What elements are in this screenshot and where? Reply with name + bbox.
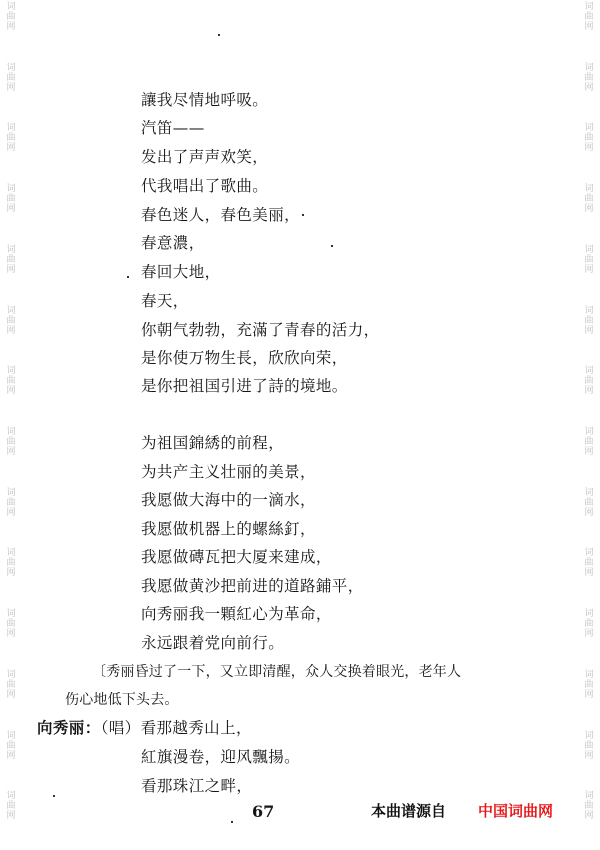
lyric-line: 是你使万物生長，欣欣向荣， (141, 349, 348, 367)
scan-speck (302, 214, 304, 216)
watermark-character: 网 (6, 82, 16, 93)
watermark-character: 曲 (6, 72, 16, 83)
watermark-text (6, 304, 15, 365)
watermark-character: 网 (6, 143, 16, 154)
watermark-character: 曲 (6, 376, 16, 387)
watermark-character: 曲 (584, 740, 594, 751)
watermark-text (584, 364, 593, 425)
lyric-line: 向秀丽我一顆紅心为革命， (141, 605, 332, 623)
watermark-character: 词 (584, 366, 594, 377)
watermark-character: 曲 (584, 437, 594, 448)
lyric-line: 我愿做机器上的螺絲釘， (141, 520, 316, 538)
watermark-character: 词 (584, 2, 594, 12)
lyric-line: 我愿做大海中的一滴水， (141, 491, 316, 509)
song-line: 看那越秀山上， (140, 719, 252, 737)
watermark-character: 网 (6, 447, 16, 458)
watermark-character: 网 (6, 507, 16, 518)
watermark-text (6, 243, 15, 304)
watermark-character: 词 (6, 487, 16, 498)
watermark-character: 网 (6, 811, 16, 822)
stage-direction-line: 〔秀丽昏过了一下，又立即清醒，众人交换着眼光，老年人 (92, 664, 462, 680)
watermark-text (584, 668, 593, 729)
watermark-character: 曲 (6, 194, 16, 205)
watermark-text (6, 668, 15, 729)
singing-cue: （唱） (100, 719, 141, 737)
stage-direction-line: 伤心地低下头去。 (65, 692, 179, 708)
watermark-character: 词 (6, 2, 16, 12)
watermark-character: 曲 (584, 194, 594, 205)
watermark-character: 曲 (6, 801, 16, 812)
watermark-character: 曲 (6, 679, 16, 690)
watermark-character: 网 (584, 568, 594, 579)
watermark-character: 网 (6, 689, 16, 700)
watermark-character: 曲 (6, 133, 16, 144)
watermark-character: 曲 (584, 133, 594, 144)
lyric-line: 是你把祖国引进了詩的境地。 (141, 377, 348, 395)
watermark-character: 词 (584, 244, 594, 255)
left-watermark-column (4, 0, 18, 850)
lyric-line: 春天， (141, 292, 189, 310)
watermark-character: 曲 (584, 376, 594, 387)
watermark-character: 网 (584, 447, 594, 458)
watermark-character: 网 (584, 22, 594, 32)
watermark-character: 网 (584, 811, 594, 822)
watermark-character: 曲 (584, 679, 594, 690)
watermark-character: 网 (584, 629, 594, 640)
watermark-character: 曲 (6, 740, 16, 751)
watermark-character: 词 (6, 244, 16, 255)
watermark-text (584, 243, 593, 304)
watermark-character: 词 (6, 184, 16, 195)
watermark-character: 词 (6, 548, 16, 559)
watermark-text (6, 425, 15, 486)
watermark-character: 网 (584, 143, 594, 154)
lyric-line: 春意濃， (141, 234, 205, 252)
scan-speck (331, 245, 333, 247)
lyric-line: 春色迷人，春色美丽， (141, 206, 301, 224)
watermark-character: 网 (6, 568, 16, 579)
song-line: 看那珠江之畔， (141, 777, 253, 795)
watermark-character: 词 (584, 609, 594, 620)
watermark-character: 词 (6, 305, 16, 316)
watermark-character: 曲 (584, 558, 594, 569)
scan-speck (127, 276, 129, 278)
watermark-character: 网 (6, 629, 16, 640)
site-link[interactable]: 中国词曲网 (478, 802, 554, 820)
watermark-text (584, 607, 593, 668)
watermark-character: 词 (6, 609, 16, 620)
watermark-character: 网 (584, 689, 594, 700)
watermark-character: 曲 (6, 12, 16, 22)
watermark-text (6, 364, 15, 425)
watermark-character: 词 (6, 791, 16, 802)
watermark-character: 网 (584, 325, 594, 336)
watermark-character: 网 (584, 264, 594, 275)
lyric-line: 你朝气勃勃，充滿了青春的活力， (141, 321, 380, 339)
watermark-character: 曲 (6, 437, 16, 448)
watermark-character: 词 (584, 669, 594, 680)
watermark-character: 曲 (6, 497, 16, 508)
watermark-character: 网 (6, 204, 16, 215)
scan-speck (53, 795, 55, 797)
lyric-line: 代我唱出了歌曲。 (141, 177, 269, 195)
watermark-character: 词 (584, 427, 594, 438)
watermark-text (6, 789, 15, 850)
watermark-character: 网 (6, 22, 16, 32)
watermark-character: 网 (584, 82, 594, 93)
watermark-character: 网 (584, 386, 594, 397)
watermark-text (584, 121, 593, 182)
watermark-character: 曲 (6, 254, 16, 265)
watermark-character: 网 (6, 264, 16, 275)
scan-speck (218, 34, 220, 36)
lyric-line: 汽笛—— (141, 119, 205, 137)
watermark-character: 词 (6, 123, 16, 134)
speaker-name: 向秀丽： (37, 718, 101, 737)
watermark-character: 网 (6, 750, 16, 761)
watermark-character: 词 (584, 305, 594, 316)
watermark-text (6, 0, 15, 61)
lyric-line: 春回大地， (141, 263, 221, 281)
watermark-text (584, 546, 593, 607)
lyric-line: 发出了声声欢笑， (141, 148, 269, 166)
watermark-character: 词 (584, 791, 594, 802)
watermark-character: 曲 (584, 72, 594, 83)
watermark-character: 词 (584, 123, 594, 134)
watermark-character: 网 (584, 507, 594, 518)
right-watermark-column (582, 0, 596, 850)
watermark-text (6, 121, 15, 182)
watermark-character: 词 (6, 427, 16, 438)
watermark-character: 曲 (584, 801, 594, 812)
watermark-text (6, 182, 15, 243)
watermark-text (6, 61, 15, 122)
song-first-line (37, 718, 252, 738)
watermark-text (6, 546, 15, 607)
watermark-text (6, 607, 15, 668)
lyric-line: 我愿做黄沙把前进的道路鋪平， (141, 577, 364, 595)
watermark-text (584, 0, 593, 61)
watermark-text (584, 729, 593, 790)
lyric-line: 为祖国錦綉的前程， (141, 434, 285, 452)
watermark-character: 网 (6, 325, 16, 336)
watermark-character: 曲 (584, 497, 594, 508)
watermark-character: 曲 (6, 315, 16, 326)
watermark-character: 网 (584, 750, 594, 761)
watermark-character: 词 (6, 730, 16, 741)
lyric-line: 为共产主义壮丽的美景， (141, 463, 316, 481)
lyric-line: 永远跟着党向前行。 (141, 634, 285, 652)
watermark-character: 网 (6, 386, 16, 397)
watermark-character: 曲 (6, 558, 16, 569)
source-label: 本曲谱源自 (371, 802, 447, 820)
lyric-line: 讓我尽情地呼吸。 (141, 91, 269, 109)
watermark-character: 曲 (584, 315, 594, 326)
watermark-text (6, 729, 15, 790)
lyric-line: 我愿做磚瓦把大厦来建成， (141, 548, 332, 566)
watermark-character: 曲 (6, 619, 16, 630)
song-line: 紅旗漫卷，迎风飄揚。 (141, 748, 301, 766)
watermark-text (584, 789, 593, 850)
watermark-character: 词 (6, 62, 16, 73)
scan-speck (231, 821, 233, 823)
watermark-character: 词 (6, 366, 16, 377)
watermark-character: 词 (584, 487, 594, 498)
watermark-character: 词 (584, 730, 594, 741)
watermark-character: 词 (584, 62, 594, 73)
watermark-text (584, 425, 593, 486)
watermark-character: 曲 (584, 254, 594, 265)
watermark-text (584, 182, 593, 243)
watermark-character: 网 (584, 204, 594, 215)
watermark-text (584, 304, 593, 365)
watermark-text (584, 61, 593, 122)
watermark-character: 词 (584, 548, 594, 559)
watermark-character: 词 (6, 669, 16, 680)
watermark-character: 词 (584, 184, 594, 195)
watermark-character: 曲 (584, 619, 594, 630)
watermark-text (6, 486, 15, 547)
watermark-character: 曲 (584, 12, 594, 22)
page-number: 67 (252, 802, 275, 821)
watermark-text (584, 486, 593, 547)
